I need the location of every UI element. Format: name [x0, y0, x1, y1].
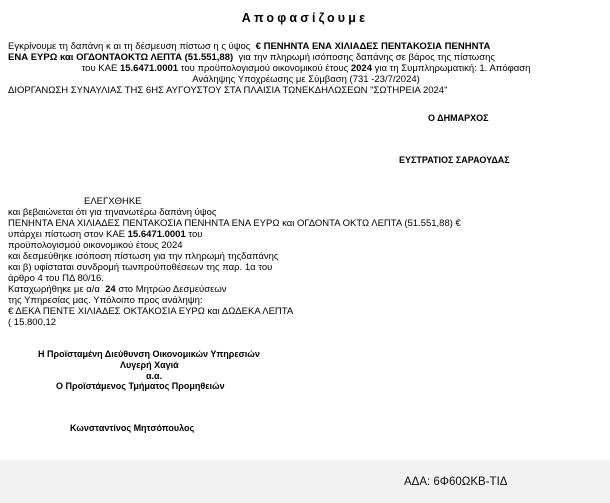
verification-line-7: άρθρο 4 του ΠΔ 80/16. [8, 273, 104, 284]
on-behalf-abbrev: α.α. [146, 371, 163, 381]
verification-text: του [188, 229, 203, 240]
verification-line-6: και β) υφίσταται συνδρομή τωνπροϋποθέσεων της παρ. 1α του [8, 262, 273, 273]
dept-head-name: Κωνσταντίνος Μητσόπουλος [70, 423, 195, 433]
mayor-title: Ο ΔΗΜΑΡΧΟΣ [428, 113, 489, 123]
approval-line-3 [8, 63, 604, 74]
verification-line-5: και δεσμεύθηκε ισόποση πίστωση για την πληρωμή τηςδαπάνης [8, 251, 279, 262]
approval-line-2 [8, 52, 604, 63]
approval-line-5: ΔΙΟΡΓΑΝΩΣΗ ΣΥΝΑΥΛΙΑΣ ΤΗΣ 6ΗΣ ΑΥΓΟΥΣΤΟΥ ΣΤΑ ΠΛΑΙΣΙΑ ΤΩΝΕΚΔΗΛΩΣΕΩΝ "ΣΩΤΗΡΕΙΑ 2024" [8, 85, 448, 96]
footer-bar [0, 460, 610, 503]
verification-line-4: προϋπολογισμού οικονομικού έτους 2024 [8, 240, 183, 251]
approval-paragraph [8, 41, 604, 96]
dept-head-title: Ο Προϊστάμενος Τμήματος Προμηθειών [56, 381, 225, 391]
verification-line-10: € ΔΕΚΑ ΠΕΝΤΕ ΧΙΛΙΑΔΕΣ ΟΚΤΑΚΟΣΙΑ ΕΥΡΩ και ΔΩΔΕΚΑ ΛΕΠΤΑ [8, 306, 294, 317]
verification-line-8 [8, 284, 568, 295]
director-title: Η Προϊσταμένη Διεύθυνση Οικονομικών Υπηρεσιών [38, 349, 260, 359]
approval-text: Εγκρίνουμε τη δαπάνη κ αι τη δέσμευση πίστωσ η ς ύψος [8, 41, 251, 52]
budget-year: 2024 [350, 63, 372, 74]
verification-line-9: της Υπηρεσίας μας. Υπόλοιπο προς ανάληψη: [8, 295, 203, 306]
kae-code: 15.6471.0001 [127, 229, 186, 240]
verification-line-2: ΠΕΝΗΝΤΑ ΕΝΑ ΧΙΛΙΑΔΕΣ ΠΕΝΤΑΚΟΣΙΑ ΠΕΝΗΝΤΑ ΕΝΑ ΕΥΡΩ και ΟΓΔΟΝΤΑ ΟΚΤΩ ΛΕΠΤΑ (51.551,88) € [8, 218, 461, 229]
verification-line-11: ( 15.800,12 [8, 317, 57, 328]
verification-text: στο Μητρώο Δεσμεύσεων [118, 284, 227, 295]
approval-line-1 [8, 41, 604, 52]
approval-text: για τη Συμπληρωματική: 1. Απόφαση [374, 63, 531, 74]
approval-text: του ΚΑΕ [81, 63, 118, 74]
approval-text: του προϋπολογισμού οικονομικού έτους [180, 63, 349, 74]
verification-title: ΕΛΕΓΧΘΗΚΕ [84, 196, 142, 207]
director-name: Λυγερή Χαγιά [120, 360, 179, 370]
ada-code: ΑΔΑ: 6Φ60ΩΚΒ-ΤΙΔ [404, 476, 508, 488]
verification-section [8, 196, 568, 328]
approval-text: για την πληρωμή ισόποσης δαπάνης σε βάρος της πίστωσης [238, 52, 495, 63]
approval-amount-words: € ΠΕΝΗΝΤΑ ΕΝΑ ΧΙΛΙΑΔΕΣ ΠΕΝΤΑΚΟΣΙΑ ΠΕΝΗΝΤΑ [255, 41, 491, 52]
approval-amount-words-cont: ΕΝΑ ΕΥΡΩ και ΟΓΔΟΝΤΑΟΚΤΩ ΛΕΠΤΑ (51.551,88) [8, 52, 234, 63]
mayor-name: ΕΥΣΤΡΑΤΙΟΣ ΣΑΡΑΟΥΔΑΣ [399, 155, 510, 165]
document-heading: Αποφασίζουμε [241, 11, 369, 25]
verification-line-1: και βεβαιώνεται ότι για τηνανωτέρω δαπάνη ύψος [8, 207, 217, 218]
kae-code: 15.6471.0001 [119, 63, 179, 74]
registry-number: 24 [105, 284, 116, 295]
verification-text: υπάρχει πίστωση στον ΚΑΕ [8, 229, 125, 240]
verification-line-3 [8, 229, 568, 240]
verification-text: Καταχωρήθηκε με α/α [8, 284, 100, 295]
approval-line-4: Ανάληψης Υποχρέωσης με Σύμβαση (731 -23/7/2024) [192, 74, 420, 85]
